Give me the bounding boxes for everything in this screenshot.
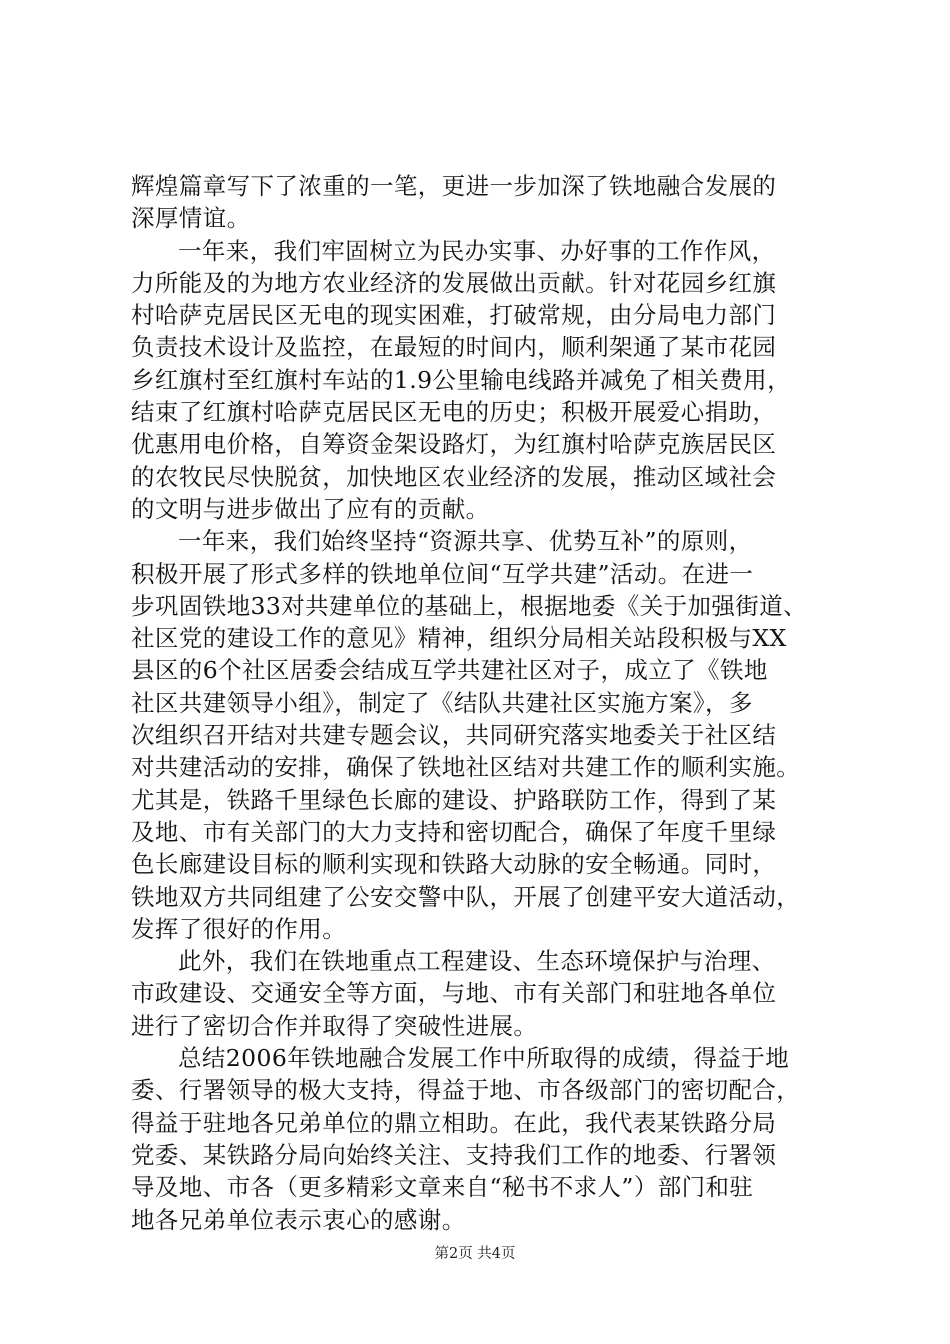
text-line: 此外，我们在铁地重点工程建设、生态环境保护与治理、 [178, 947, 776, 976]
text-line: 委、行署领导的极大支持，得益于地、市各级部门的密切配合， [131, 1076, 801, 1105]
text-line: 县区的6个社区居委会结成互学共建社区对子，成立了《铁地 [131, 656, 768, 685]
text-line: 铁地双方共同组建了公安交警中队，开展了创建平安大道活动， [131, 882, 801, 911]
text-line: 的农牧民尽快脱贫，加快地区农业经济的发展，推动区域社会 [131, 462, 777, 491]
text-line: 对共建活动的安排，确保了铁地社区结对共建工作的顺利实施。 [131, 753, 801, 782]
text-line: 一年来，我们牢固树立为民办实事、办好事的工作作风， [178, 236, 776, 265]
text-line: 力所能及的为地方农业经济的发展做出贡献。针对花园乡红旗 [131, 268, 777, 297]
text-line: 结束了红旗村哈萨克居民区无电的历史；积极开展爱心捐助， [131, 398, 777, 427]
text-line: 尤其是，铁路千里绿色长廊的建设、护路联防工作，得到了某 [131, 785, 777, 814]
text-line: 社区党的建设工作的意见》精神，组织分局相关站段积极与XX [131, 624, 787, 653]
text-line: 社区共建领导小组》，制定了《结队共建社区实施方案》，多 [131, 688, 753, 717]
text-line: 发挥了很好的作用。 [131, 914, 347, 943]
text-line: 地各兄弟单位表示衷心的感谢。 [131, 1205, 466, 1234]
text-line: 乡红旗村至红旗村车站的1.9公里输电线路并减免了相关费用， [131, 365, 791, 394]
text-line: 步巩固铁地33对共建单位的基础上，根据地委《关于加强街道、 [131, 591, 808, 620]
text-line: 党委、某铁路分局向始终关注、支持我们工作的地委、行署领 [131, 1140, 777, 1169]
text-line: 辉煌篇章写下了浓重的一笔，更进一步加深了铁地融合发展的 [131, 172, 777, 200]
page-footer: 第2页 共4页 [434, 1246, 516, 1262]
text-line: 进行了密切合作并取得了突破性进展。 [131, 1011, 538, 1040]
text-line: 总结2006年铁地融合发展工作中所取得的成绩，得益于地 [178, 1044, 790, 1073]
text-line: 一年来，我们始终坚持“资源共享、优势互补”的原则， [178, 527, 753, 556]
text-line: 深厚情谊。 [131, 204, 251, 233]
text-line: 村哈萨克居民区无电的现实困难，打破常规，由分局电力部门 [131, 301, 777, 330]
text-line: 市政建设、交通安全等方面，与地、市有关部门和驻地各单位 [131, 979, 777, 1008]
text-line: 得益于驻地各兄弟单位的鼎立相助。在此，我代表某铁路分局 [131, 1108, 777, 1137]
text-line: 次组织召开结对共建专题会议，共同研究落实地委关于社区结 [131, 721, 777, 750]
text-line: 优惠用电价格，自筹资金架设路灯，为红旗村哈萨克族居民区 [131, 430, 777, 459]
document-body [131, 170, 831, 1236]
text-line: 及地、市有关部门的大力支持和密切配合，确保了年度千里绿 [131, 817, 777, 846]
text-line: 色长廊建设目标的顺利实现和铁路大动脉的安全畅通。同时， [131, 850, 777, 879]
text-line: 积极开展了形式多样的铁地单位间“互学共建”活动。在进一 [131, 559, 754, 588]
text-line: 导及地、市各（更多精彩文章来自“秘书不求人”）部门和驻 [131, 1173, 754, 1202]
text-line: 负责技术设计及监控，在最短的时间内，顺利架通了某市花园 [131, 333, 777, 362]
text-line: 的文明与进步做出了应有的贡献。 [131, 494, 490, 523]
